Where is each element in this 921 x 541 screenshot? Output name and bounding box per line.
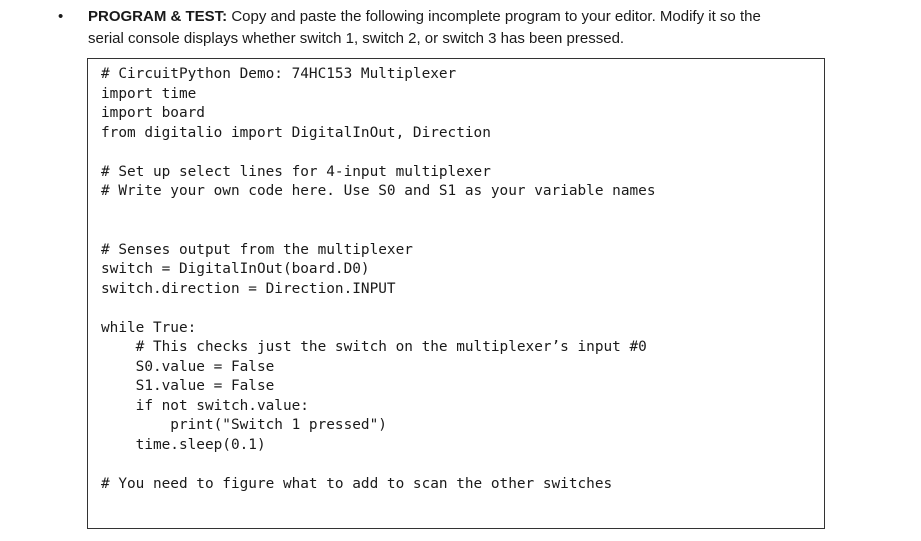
code-line: S1.value = False (101, 378, 275, 394)
code-line (101, 143, 824, 163)
code-line: # Write your own code here. Use S0 and S1 as your variable names (101, 183, 656, 199)
instruction-label: PROGRAM & TEST: (88, 8, 228, 25)
code-line: if not switch.value: (101, 397, 309, 414)
instruction-line-1 (88, 6, 888, 28)
code-line: # CircuitPython Demo: 74HC153 Multiplexer (101, 66, 457, 82)
code-line: import time (101, 85, 197, 102)
instruction-paragraph (88, 6, 888, 50)
bullet-marker: • (58, 8, 64, 25)
code-line: import board (101, 105, 205, 121)
instruction-text-2: serial console displays whether switch 1, switch 2, or switch 3 has been pressed. (88, 30, 625, 47)
code-line: while True: (101, 319, 197, 336)
code-line: # You need to figure what to add to scan the other switches (101, 475, 613, 492)
code-line: print("Switch 1 pressed") (101, 417, 387, 433)
code-line: switch.direction = Direction.INPUT (101, 280, 396, 297)
code-line (101, 299, 824, 319)
code-line (101, 221, 824, 241)
code-line: switch = DigitalInOut(board.D0) (101, 261, 370, 277)
code-line (101, 455, 824, 475)
code-line: # This checks just the switch on the multiplexer’s input #0 (101, 339, 647, 355)
instruction-text-1: Copy and paste the following incomplete program to your editor. Modify it so the (227, 8, 761, 25)
code-line (101, 202, 824, 222)
code-line: # Set up select lines for 4-input multiplexer (101, 163, 491, 180)
code-listing-box (87, 58, 825, 529)
code-line: S0.value = False (101, 358, 275, 375)
code-line: time.sleep(0.1) (101, 436, 266, 453)
code-line: from digitalio import DigitalInOut, Direction (101, 124, 491, 141)
code-line: # Senses output from the multiplexer (101, 241, 413, 258)
